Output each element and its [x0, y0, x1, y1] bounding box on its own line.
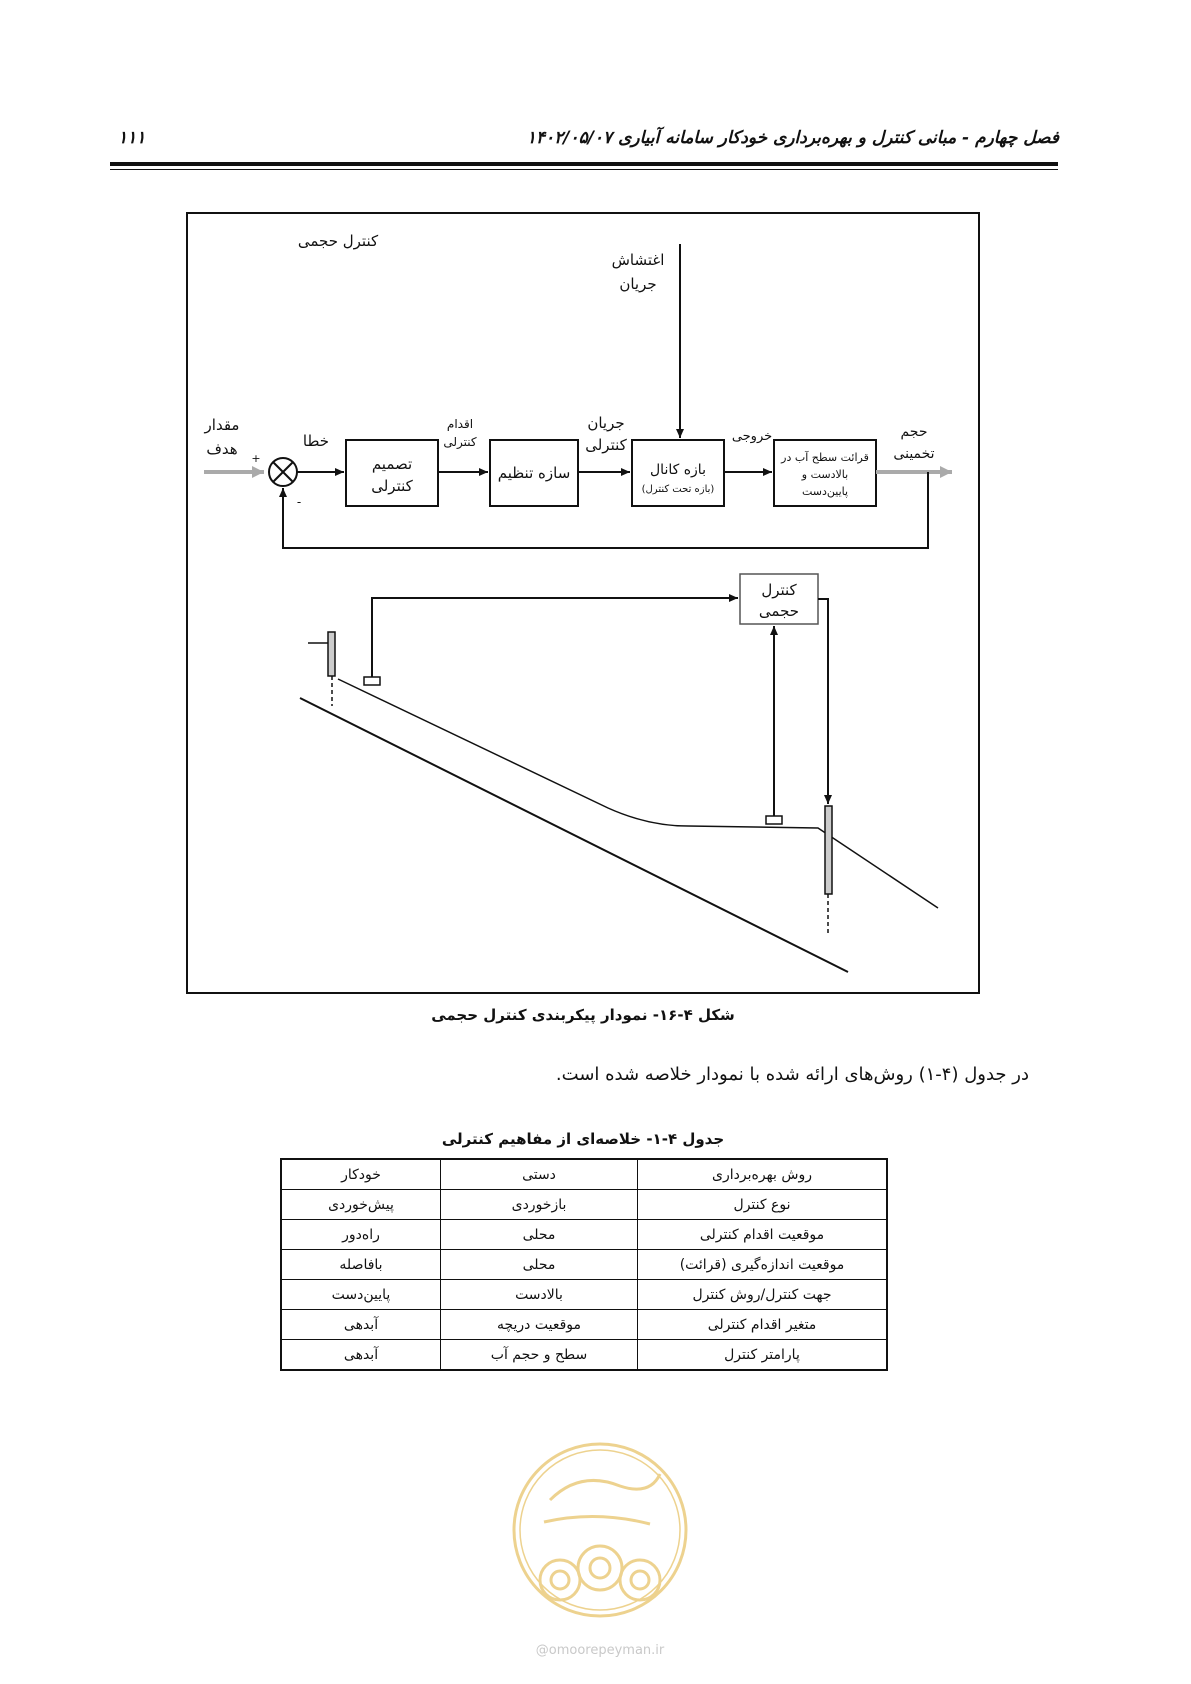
reading-label-2: بالادست و [801, 468, 849, 481]
table-row [281, 1250, 887, 1280]
table-cell: پارامتر کنترل [638, 1340, 888, 1371]
gate-command-line [818, 599, 828, 804]
header-title: فصل چهارم - مبانی کنترل و بهره‌برداری خودکار سامانه آبیاری ۱۴۰۲/۰۵/۰۷ [526, 128, 1059, 148]
control-flow-label-1: جریان [587, 414, 625, 432]
table-cell: محلی [441, 1250, 638, 1280]
estimated-volume-label-1: حجم [900, 424, 928, 440]
table-cell: بازخوردی [441, 1190, 638, 1220]
table-row [281, 1310, 887, 1340]
plus-sign: + [251, 452, 261, 465]
table-cell: آبدهی [281, 1310, 441, 1340]
setpoint-label-2: هدف [206, 440, 238, 458]
error-label: خطا [302, 432, 330, 450]
table-cell: موقعیت اندازه‌گیری (قرائت) [638, 1250, 888, 1280]
page-number: ۱۱۱ [118, 128, 146, 148]
gear-logo-icon [500, 1430, 700, 1630]
watermark-logo [500, 1430, 700, 1630]
table-cell: بافاصله [281, 1250, 441, 1280]
canal-label-2: (بازه تحت کنترل) [641, 484, 715, 495]
upstream-gate [328, 632, 335, 676]
table-cell: موقعیت اقدام کنترلی [638, 1220, 888, 1250]
control-diagram [188, 214, 978, 992]
control-action-label-2: کنترلی [443, 435, 477, 449]
disturbance-label-1: اغتشاش [611, 251, 665, 269]
decision-label-2: کنترلی [371, 477, 413, 495]
downstream-sensor [766, 816, 782, 824]
canal-label-1: بازه کانال [650, 462, 706, 478]
reading-label-1: قرائت سطح آب در [781, 451, 869, 464]
table-cell: روش بهره‌برداری [638, 1159, 888, 1190]
table-cell: پایین‌دست [281, 1280, 441, 1310]
setpoint-label-1: مقدار [204, 416, 240, 434]
table-row [281, 1190, 887, 1220]
summary-table [280, 1158, 888, 1371]
table-cell: پیش‌خوردی [281, 1190, 441, 1220]
figure-caption: شکل ۴-۱۶- نمودار پیکربندی کنترل حجمی [431, 1006, 735, 1024]
estimated-volume-label-2: تخمینی [893, 446, 935, 462]
table-cell: متغیر اقدام کنترلی [638, 1310, 888, 1340]
header-rule-thin [110, 169, 1058, 170]
figure-title-label: کنترل حجمی [297, 232, 379, 250]
table-row [281, 1220, 887, 1250]
reading-label-3: پایین‌دست [801, 485, 849, 498]
canal-bed-line [300, 698, 848, 972]
table-cell: بالادست [441, 1280, 638, 1310]
control-flow-label-2: کنترلی [585, 436, 627, 454]
table-cell: خودکار [281, 1159, 441, 1190]
table-title: جدول ۴-۱- خلاصه‌ای از مفاهیم کنترلی [441, 1130, 725, 1148]
water-surface-line [338, 679, 938, 908]
table-cell: سطح و حجم آب [441, 1340, 638, 1371]
output-label: خروجی [731, 429, 773, 444]
decision-box [346, 440, 438, 506]
disturbance-label-2: جریان [619, 275, 657, 293]
header-rule [110, 162, 1058, 166]
controller-label-2: حجمی [758, 602, 800, 620]
control-action-label-1: اقدام [446, 417, 474, 431]
watermark-url: @omoorepeyman.ir [535, 1643, 665, 1658]
table-cell: آبدهی [281, 1340, 441, 1371]
table-cell: جهت کنترل/روش کنترل [638, 1280, 888, 1310]
minus-sign: - [296, 495, 302, 509]
upstream-sensor [364, 677, 380, 685]
controller-label-1: کنترل [761, 581, 797, 599]
table-row [281, 1340, 887, 1371]
table-row [281, 1280, 887, 1310]
table-cell: دستی [441, 1159, 638, 1190]
table-cell: محلی [441, 1220, 638, 1250]
table-cell: راه‌دور [281, 1220, 441, 1250]
table-cell: نوع کنترل [638, 1190, 888, 1220]
upstream-signal-line [372, 598, 738, 677]
table-cell: موقعیت دریچه [441, 1310, 638, 1340]
regulator-label: سازه تنظیم [497, 464, 571, 482]
downstream-gate [825, 806, 832, 894]
figure-frame [186, 212, 980, 994]
body-paragraph: در جدول (۴-۱) روش‌های ارائه شده با نمودار خلاصه شده است. [555, 1064, 1029, 1085]
table-row [281, 1159, 887, 1190]
decision-label-1: تصمیم [371, 455, 413, 473]
